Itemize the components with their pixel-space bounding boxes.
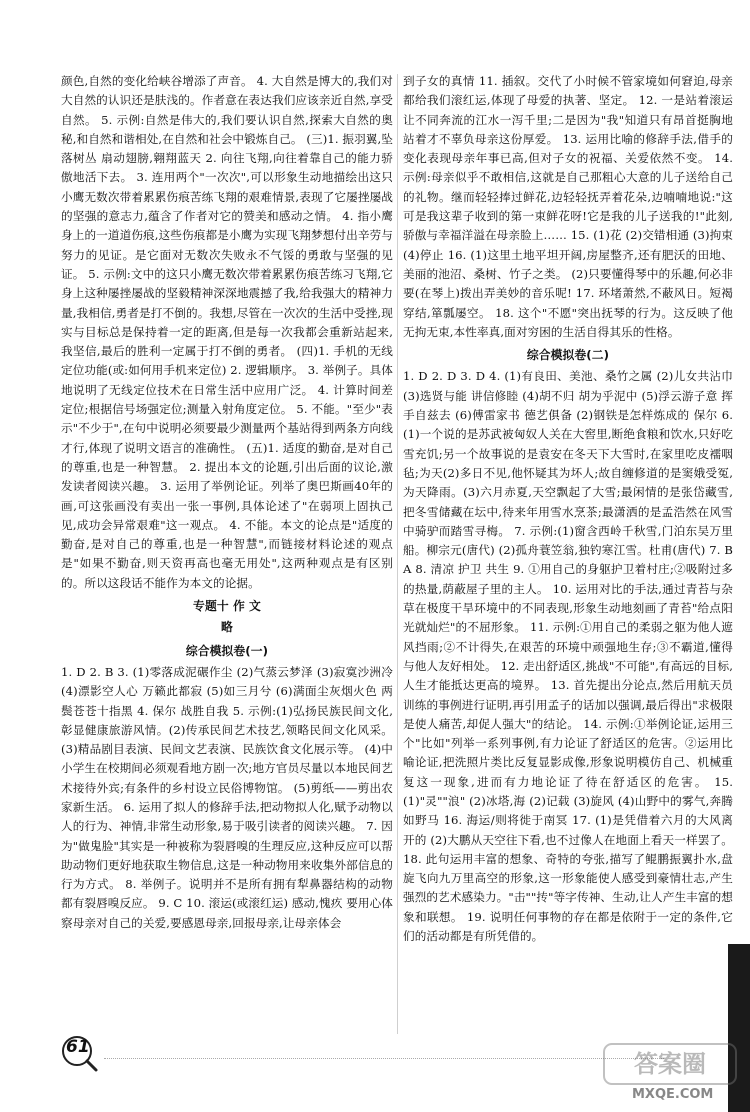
answers-block-3: 到子女的真情 11. 插叙。交代了小时候不管家境如何窘迫,母亲都给我们滚红运,体现了母爱的执著、坚定。 12. 一是站着滚运让不同奔流的江水一泻千里;二是因为"我"知道只有昂首挺胸地站着才不辜负母亲这份厚爱。 13. 运用比喻的修辞手法,借手的变化表现母亲年事已高,但对子女的祝福、关爱依然不变。 14. 示例:母亲似乎不敢相信,这就是自己那粗心大意的儿子送给自己的礼物。继而轻轻捧过鲜花,边轻轻抚弄着花朵,边喃喃地说:"这可是我这辈子收到的第一束鲜花呀!它是我的儿子送我的!"此刻,骄傲与幸福洋溢在母亲脸上…… 15. (1)花 (2)交错相通 (3)拘束 (4)停止 16. (1)这里土地平坦开阔,房屋整齐,还有肥沃的田地、美丽的池沼、桑树、竹子之类。 (2)只要懂得琴中的乐趣,何必非要(在琴上)拨出弄美妙的音乐呢! 17. 环堵萧然,不蔽风日。短褐穿结,箪瓢屡空。 18. 这个"不愿"突出抚琴的行为。这反映了他无拘无束,本性率真,面对穷困的生活自得其乐的性格。 [403,74,733,339]
right-column [403,72,733,946]
watermark-logo-text: 答案圈 [634,1050,706,1078]
answers-block-2: 1. D 2. B 3. (1)零落成泥碾作尘 (2)气蒸云梦泽 (3)寂寞沙洲冷 (4)漂影空人心 万籁此都寂 (5)如三月兮 (6)满面尘灰烟火色 两鬓苍苍十指黑 4. 保尔 战胜自我 5. 示例:(1)弘扬民族民间文化,彰显健康旅游风情。(2)传承民间艺术技艺,领略民间文化风采。(3)精品剧目表演、民间文艺表演、民族饮食文化展示等。 (4)中小学生在校期间必须观看地方剧一次;地方官员尽量以本地民间艺术接待外宾;有条件的乡村设立民俗博物馆。 (5)剪纸——剪出农家新生活。 6. 运用了拟人的修辞手法,把动物拟人化,赋予动物以人的行为、神情,非常生动形象,易于吸引读者的阅读兴趣。 7. 因为"做鬼脸"其实是一种被称为裂唇嗅的生理反应,这种反应可以帮助动物们更好地获取生物信息,这是一种动物用来收集外部信息的行为方式。 8. 举例子。说明并不是所有拥有犁鼻器结构的动物都有裂唇嗅反应。 9. C 10. 滚运(或滚红运) 感动,愧疚 要用心体察母亲对自己的关爱,要感恩母亲,回报母亲,让母亲体会 [61,664,393,930]
watermark-url: MXQE.COM [632,1087,714,1102]
section-heading-composition: 专题十 作 文 [193,599,261,614]
answers-block-4: 1. D 2. D 3. D 4. (1)有良田、美池、桑竹之属 (2)儿女共沾巾 (3)选贤与能 讲信修睦 (4)胡不归 胡为乎泥中 (5)浮云游子意 挥手自兹去 (6)傅雷家书 德艺俱备 (2)钢铁是怎样炼成的 保尔 6. (1)一个说的是苏武被匈奴人关在大窖里,断绝食粮和饮水,只好吃雪充饥;另一个故事说的是袁安在冬天下大雪时,在家里吃皮襦咽毡;为天(2)多日不见,他怀疑其为坏人;故自缠修道的是窦娥受冤,为天降雨。(3)六月赤夏,天空飘起了大雪;最闲情的是张岱藏雪,把冬雪储藏在坛中,待来年用雪水烹茶;最潇洒的是孟浩然在风雪中骑驴而踏雪寻梅。 7. 示例:(1)窗含西岭千秋雪,门泊东吴万里船。柳宗元(唐代) (2)孤舟蓑笠翁,独钓寒江雪。杜甫(唐代) 7. B A 8. 清凉 护卫 共生 9. ①用自己的身躯护卫着村庄;②吸附过多的热量,荫蔽屋子里的主人。 10. 运用对比的手法,通过青苔与杂草在极度干旱环境中的不同表现,形象生动地刻画了青苔"给点阳光就灿烂"的不屈形象。 11. 示例:①用自己的柔弱之躯为他人遮风挡雨;②不计得失,在艰苦的环境中顽强地生存;③不霸道,懂得与他人友好相处。 12. 走出舒适区,挑战"不可能",有高远的目标,人生才能抵达更高的境界。 13. 首先提出分论点,然后用航天员训练的事例进行证明,再引用孟子的话加以强调,最后得出"求极限是使人痛苦,却促人强大"的结论。 14. 示例:①举例论证,运用三个"比如"列举一系列事例,有力论证了舒适区的危害。②运用比喻论证,把洗照片类比反复显影成像,形象说明模仿自己、机械重复这一现象,进而有力地论证了待在舒适区的危害。 15. (1)"灵""浪" (2)冰塔,海 (2)记载 (3)旋风 (4)山野中的雾气,奔腾如野马 16. 海运/则将徙于南冥 17. (1)是凭借着六月的大风离开的 (2)大鹏从天空往下看,也不过像人在地面上看天一样罢了。 18. 此句运用丰富的想象、奇特的夸张,描写了鲲鹏振翼扑水,盘旋飞向九万里高空的形象,这一形象能使人感受到豪情壮志,产生强烈的艺术感染力。"击""抟"等字传神、生动,让人产生丰富的想象和联想。 19. 说明任何事物的存在都是依附于一定的条件,它们的活动都是有所凭借的。 [403,369,733,944]
section-body-omitted: 略 [221,620,233,635]
footer-dotted-line [104,1058,664,1059]
section-heading-mock-exam-2: 综合模拟卷(二) [526,348,610,363]
column-divider [397,74,398,1034]
left-column [61,72,393,933]
section-heading-mock-exam-1: 综合模拟卷(一) [185,643,269,658]
answers-block-1: 颜色,自然的变化给峡谷增添了声音。 4. 大自然是博大的,我们对大自然的认识还是肤浅的。作者意在表达我们应该亲近自然,享受自然。 5. 示例:自然是伟大的,我们要认识自然,探索大自然的奥秘,和自然和谐相处,在自然和社会中锻炼自己。 (三)1. 振羽翼,坠落树丛 扇动翅膀,翱翔蓝天 2. 向往飞翔,向往着靠自己的能力骄傲地活下去。 3. 连用两个"一次次",可以形象生动地描绘出这只小鹰无数次带着累累伤痕苦练飞翔的艰难情景,表现了它屡挫屡战的坚强的意志力,蕴含了作者对它的赞美和感动之情。 4. 指小鹰身上的一道道伤痕,这些伤痕都是小鹰为实现飞翔梦想付出辛劳与努力的见证。是它面对无数次失败永不气馁的勇敢与坚强的见证。 5. 示例:文中的这只小鹰无数次带着累累伤痕苦练习飞翔,它身上这种屡挫屡战的坚毅精神深深地震撼了我,给我强大的精神力量,我相信,勇者是打不倒的。我想,尽管在一次次的生活中受挫,现实与目标总是保持着一定的距离,但是每一次我都会重新站起来,我坚信,最后的胜利一定属于打不倒的勇者。 (四)1. 手机的无线定位功能(或:如何用手机来定位) 2. 逻辑顺序。 3. 举例子。具体地说明了无线定位技术在日常生活中应用广泛。 4. 计算时间差定位;根据信号场强定位;测量入射角度定位。 5. 不能。"至少"表示"不少于",在句中说明必须要最少测量两个基站得到两条方向线才行,体现了说明文语言的准确性。 (五)1. 适度的勤奋,是对自己的尊重,也是一种智慧。 2. 提出本文的论题,引出后面的议论,激发读者阅读兴趣。 3. 运用了举例论证。列举了奥巴斯画40年的画,可这张画没有卖出一张一事例,具体论述了"在弱项上固执己见,成功会异常艰难"这一观点。 4. 不能。本文的论点是"适度的勤奋,是对自己的尊重,也是一种智慧",而链接材料论述的观点是"如果不勤奋,则天资再高也毫无用处",这两种观点是有区别的。所以这段话不能作为本文的论据。 [61,74,393,590]
page-number: 61 [66,1037,90,1057]
